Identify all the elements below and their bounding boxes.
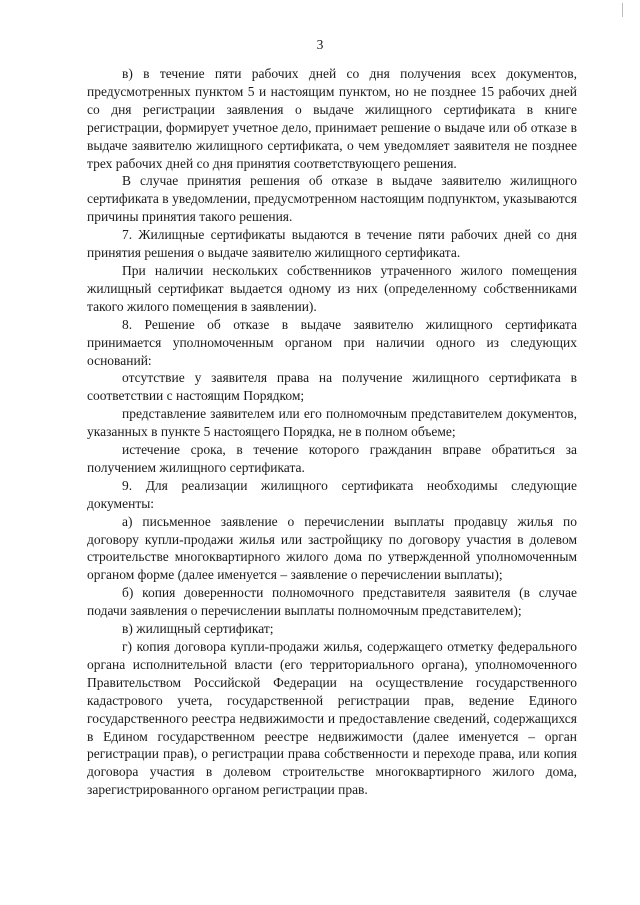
page-number: 3	[316, 37, 324, 52]
paragraph-9b-power-of-attorney: б) копия доверенности полномочного представителя заявителя (в случае подачи заявления о перечислении выплаты полномочным представителем);	[87, 585, 577, 619]
paragraph-ground-incomplete-docs: представление заявителем или его полномочным представителем документов, указанных в пункте 5 настоящего Порядка, не в полном объеме;	[87, 406, 577, 440]
paragraph-ground-no-right: отсутствие у заявителя права на получение жилищного сертификата в соответствии с настоящим Порядком;	[87, 370, 577, 404]
paragraph-9v-certificate: в) жилищный сертификат;	[122, 621, 274, 637]
paragraph-9a-application: а) письменное заявление о перечислении выплаты продавцу жилья по договору купли-продажи жилья или застройщику по договору участия в долевом строительстве многоквартирного жилого дома по утвержденной уполномоченным органом форме (далее именуется – заявление о перечислении выплаты);	[87, 513, 577, 583]
document-body	[87, 65, 577, 799]
paragraph-7-issuance: 7. Жилищные сертификаты выдаются в течение пяти рабочих дней со дня принятия решения о выдаче заявителю жилищного сертификата.	[87, 227, 577, 261]
scan-edge-mark	[622, 3, 623, 17]
paragraph-9-documents: 9. Для реализации жилищного сертификата необходимы следующие документы:	[87, 477, 577, 511]
paragraph-several-owners: При наличии нескольких собственников утраченного жилого помещения жилищный сертификат выдается одному из них (определенному собственниками такого жилого помещения в заявлении).	[87, 262, 577, 314]
paragraph-6v-decision: в) в течение пяти рабочих дней со дня получения всех документов, предусмотренных пунктом 5 и настоящим пунктом, но не позднее 15 рабочих дней со дня регистрации заявления о выдаче жилищного сертификата в книге регистрации, формирует учетное дело, принимает решение о выдаче или об отказе в выдаче заявителю жилищного сертификата, о чем уведомляет заявителя не позднее трех рабочих дней со дня принятия соответствующего решения.	[87, 66, 577, 171]
paragraph-9g-contract: г) копия договора купли-продажи жилья, содержащего отметку федерального органа исполнительной власти (его территориального органа), уполномоченного Правительством Российской Федерации на осуществление государственного кадастрового учета, государственной регистрации прав, ведение Единого государственного реестра недвижимости и предоставление сведений, содержащихся в Едином государственном реестре недвижимости (далее именуется – орган регистрации прав), о регистрации права собственности и переходе права, или копия договора участия в долевом строительстве многоквартирного жилого дома, зарегистрированного органом регистрации прав.	[87, 639, 577, 798]
paragraph-ground-term-expired: истечение срока, в течение которого гражданин вправе обратиться за получением жилищного сертификата.	[87, 442, 577, 475]
paragraph-refusal-reasons: В случае принятия решения об отказе в выдаче заявителю жилищного сертификата в уведомлении, предусмотренном настоящим подпунктом, указываются причины принятия такого решения.	[87, 173, 577, 225]
paragraph-8-refusal: 8. Решение об отказе в выдаче заявителю жилищного сертификата принимается уполномоченным органом при наличии одного из следующих оснований:	[87, 316, 577, 368]
